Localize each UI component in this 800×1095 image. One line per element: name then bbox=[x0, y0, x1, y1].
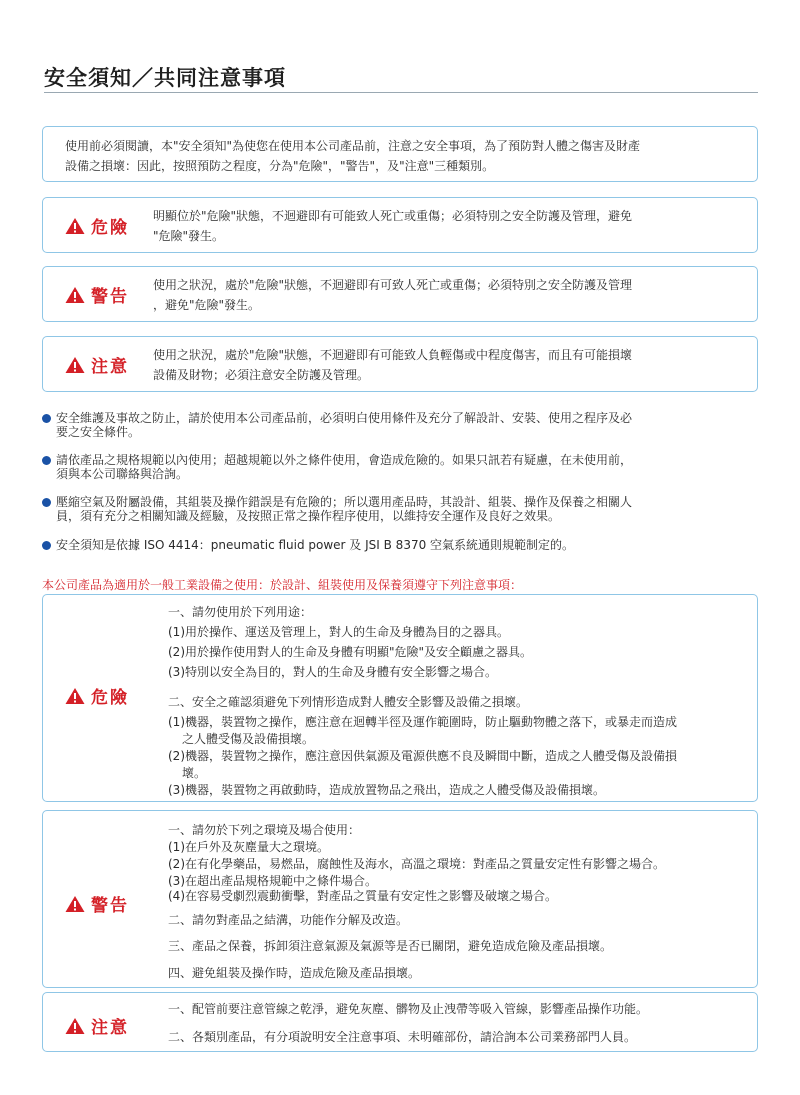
section-heading: 本公司產品為適用於一般工業設備之使用：於設計、組裝使用及保養須遵守下列注意事項： bbox=[42, 578, 523, 592]
panel-line: 二、各類別產品，有分項說明安全注意事項、未明確部份，請洽詢本公司業務部門人員。 bbox=[168, 1030, 637, 1044]
warning-description-line-1: 使用之狀況，處於"危險"狀態，不迴避即有可致人死亡或重傷；必須特別之安全防護及管理 bbox=[153, 278, 633, 292]
warning-description-line-2: ，避免"危險"發生。 bbox=[153, 298, 261, 312]
bullet-dot-icon bbox=[42, 498, 51, 507]
list-item-line-2: 須與本公司聯絡與洽詢。 bbox=[56, 467, 189, 481]
caution-definition-box bbox=[42, 336, 758, 392]
danger-badge bbox=[65, 213, 165, 238]
danger-badge bbox=[65, 683, 129, 708]
danger-description bbox=[153, 206, 741, 246]
list-item-line-1: 安全須知是依據 ISO 4414：pneumatic fluid power 及 JSI B 8370 空氣系統通則規範制定的。 bbox=[56, 538, 575, 552]
caution-precautions-panel bbox=[42, 992, 758, 1052]
panel-line: (3)特別以安全為目的，對人的生命及身體有安全影響之場合。 bbox=[168, 665, 498, 679]
panel-line: 一、請勿於下列之環境及場合使用： bbox=[168, 823, 361, 837]
list-item-line-1: 請依產品之規格規範以內使用；超越規範以外之條件使用，會造成危險的。如果只訊若有疑慮，在未使用前， bbox=[56, 453, 633, 467]
danger-definition-box bbox=[42, 197, 758, 253]
danger-precautions-content bbox=[168, 595, 749, 801]
list-item bbox=[42, 495, 632, 523]
warning-triangle-icon bbox=[65, 895, 85, 913]
panel-line: (2)機器，裝置物之操作，應注意因供氣源及電源供應不良及瞬間中斷，造成之人體受傷及設備損 bbox=[168, 749, 678, 763]
danger-description-line-2: "危險"發生。 bbox=[153, 229, 225, 243]
caution-label: 注意 bbox=[91, 357, 129, 377]
list-item bbox=[42, 411, 632, 439]
caution-description bbox=[153, 345, 741, 385]
list-item bbox=[42, 453, 632, 481]
panel-line: 之人體受傷及設備損壞。 bbox=[182, 732, 315, 746]
intro-line-2: 設備之損壞：因此，按照預防之程度，分為"危險"，"警告"，及"注意"三種類別。 bbox=[65, 159, 495, 173]
list-item-line-2: 要之安全條件。 bbox=[56, 425, 141, 439]
panel-line: (3)在超出產品規格規範中之條件場合。 bbox=[168, 874, 377, 888]
warning-badge bbox=[65, 891, 129, 916]
warning-description bbox=[153, 275, 741, 315]
warning-definition-box bbox=[42, 266, 758, 322]
warning-label: 警告 bbox=[91, 287, 129, 307]
panel-line: (4)在容易受劇烈震動衝擊，對產品之質量有安定性之影響及破壞之場合。 bbox=[168, 889, 558, 903]
warning-triangle-icon bbox=[65, 1017, 85, 1035]
panel-line: 一、請勿使用於下列用途： bbox=[168, 605, 313, 619]
caution-precautions-content bbox=[168, 993, 749, 1051]
warning-badge bbox=[65, 282, 165, 307]
warning-triangle-icon bbox=[65, 286, 85, 304]
danger-precautions-panel bbox=[42, 594, 758, 802]
warning-triangle-icon bbox=[65, 217, 85, 235]
panel-line: 二、請勿對產品之結溝，功能作分解及改造。 bbox=[168, 913, 409, 927]
warning-label: 警告 bbox=[91, 896, 129, 916]
panel-line: 壞。 bbox=[182, 766, 207, 780]
warning-precautions-panel bbox=[42, 810, 758, 988]
danger-label: 危險 bbox=[91, 688, 129, 708]
list-item bbox=[42, 538, 574, 552]
panel-line: 二、安全之確認須避免下列情形造成對人體安全影響及設備之損壞。 bbox=[168, 695, 529, 709]
list-item-line-1: 安全維護及事故之防止，請於使用本公司產品前，必須明白使用條件及充分了解設計、安裝、使用之程序及必 bbox=[56, 411, 633, 425]
panel-line: 三、產品之保養，拆卸須注意氣源及氣源等是否已關閉，避免造成危險及產品損壞。 bbox=[168, 939, 613, 953]
warning-triangle-icon bbox=[65, 356, 85, 374]
intro-line-1: 使用前必須閱讀，本"安全須知"為使您在使用本公司產品前，注意之安全事項，為了預防對人體之傷害及財產 bbox=[65, 139, 641, 153]
title-divider bbox=[44, 92, 758, 93]
danger-description-line-1: 明顯位於"危險"狀態，不迴避即有可能致人死亡或重傷；必須特別之安全防護及管理，避免 bbox=[153, 209, 633, 223]
panel-line: (3)機器，裝置物之再啟動時，造成放置物品之飛出，造成之人體受傷及設備損壞。 bbox=[168, 783, 606, 797]
panel-line: (1)用於操作、運送及管理上，對人的生命及身體為目的之器具。 bbox=[168, 625, 510, 639]
bullet-dot-icon bbox=[42, 414, 51, 423]
bullet-dot-icon bbox=[42, 541, 51, 550]
caution-label: 注意 bbox=[91, 1018, 129, 1038]
bullet-dot-icon bbox=[42, 456, 51, 465]
panel-line: (2)在有化學藥品，易燃品，腐蝕性及海水，高溫之環境：對產品之質量安定性有影響之場合。 bbox=[168, 857, 666, 871]
panel-line: (1)機器，裝置物之操作，應注意在迴轉半徑及運作範圍時，防止驅動物體之落下，或暴走而造成 bbox=[168, 715, 678, 729]
caution-badge bbox=[65, 352, 165, 377]
panel-line: (1)在戶外及灰塵量大之環境。 bbox=[168, 840, 329, 854]
danger-label: 危險 bbox=[91, 218, 129, 238]
warning-precautions-content bbox=[168, 811, 749, 987]
caution-description-line-1: 使用之狀況，處於"危險"狀態，不迴避即有可能致人負輕傷或中程度傷害，而且有可能損壞 bbox=[153, 348, 633, 362]
panel-line: 四、避免組裝及操作時，造成危險及產品損壞。 bbox=[168, 966, 421, 980]
list-item-line-2: 員，須有充分之相關知識及經驗，及按照正常之操作程序使用，以維持安全運作及良好之效果。 bbox=[56, 509, 561, 523]
caution-badge bbox=[65, 1013, 129, 1038]
panel-line: 一、配管前要注意管線之乾淨，避免灰塵、髒物及止洩帶等吸入管線，影響產品操作功能。 bbox=[168, 1002, 649, 1016]
page-title: 安全須知／共同注意事項 bbox=[44, 66, 286, 90]
panel-line: (2)用於操作使用對人的生命及身體有明顯"危險"及安全顧慮之器具。 bbox=[168, 645, 533, 659]
intro-box bbox=[42, 126, 758, 182]
caution-description-line-2: 設備及財物；必須注意安全防護及管理。 bbox=[153, 368, 370, 382]
list-item-line-1: 壓縮空氣及附屬設備，其組裝及操作錯誤是有危險的；所以選用產品時，其設計、組裝、操作及保養之相關人 bbox=[56, 495, 633, 509]
warning-triangle-icon bbox=[65, 687, 85, 705]
